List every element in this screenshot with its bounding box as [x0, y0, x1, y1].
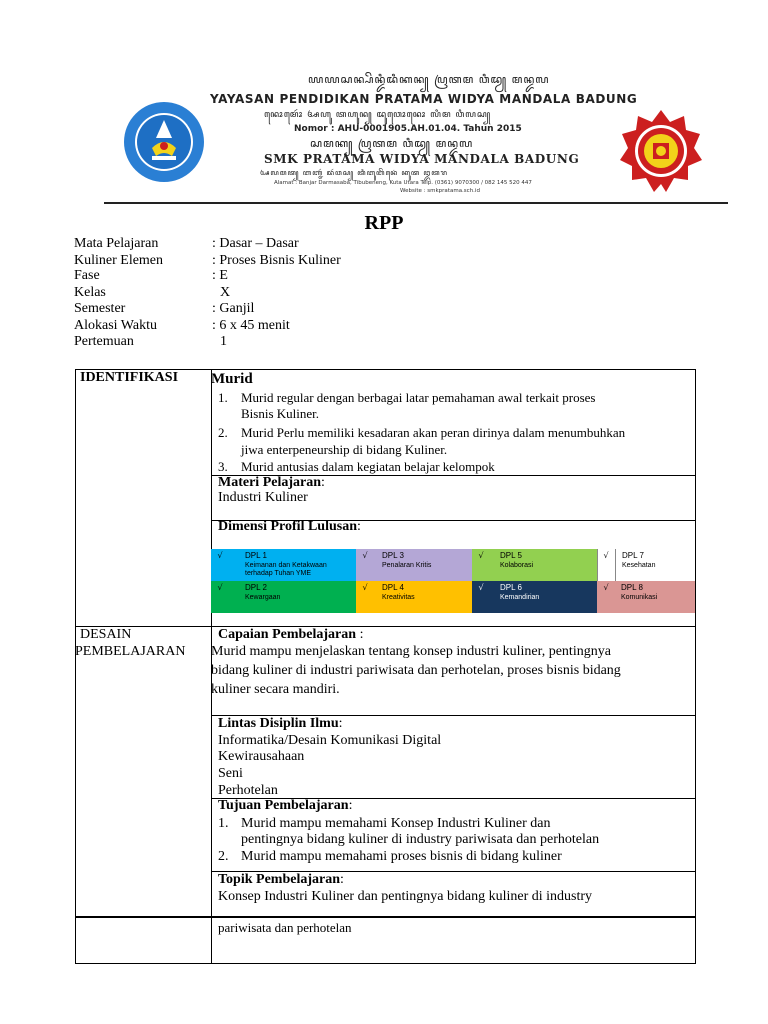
lintas-item: Informatika/Desain Komunikasi Digital [218, 733, 442, 748]
letterhead-javanese-address: ꦄꦭꦩꦠ꧀ ꦧꦚ꧀ꦗꦂ ꦢꦂꦮꦱ꧀ ꦠꦶꦧꦸꦧꦼꦤꦺꦁ ꦏꦸꦠ ꦈꦠꦫ [260, 169, 448, 177]
dpl-name: Penalaran Kritis [382, 562, 432, 569]
meta-value: X [220, 285, 231, 300]
dpl-check-cell [356, 581, 374, 613]
lintas-item: Perhotelan [218, 783, 278, 798]
dpl-name: Kreativitas [382, 594, 415, 601]
lintas-heading: Lintas Disiplin Ilmu: [218, 716, 343, 731]
dpl-code: DPL 7 [622, 551, 644, 560]
dpl-check-cell [472, 549, 490, 581]
dpl-name: Kemandirian [500, 594, 540, 601]
dimensi-heading-text: Dimensi Profil Lulusan [218, 519, 357, 534]
letterhead-website: Website : smkpratama.sch.id [400, 188, 480, 194]
section-label-pembelajaran: PEMBELAJARAN [75, 644, 186, 659]
dpl-code: DPL 8 [621, 583, 643, 592]
dpl-5-cell [490, 549, 597, 581]
list-item-text: Murid Perlu memiliki kesadaran akan peran dirinya dalam menumbuhkan [241, 425, 626, 440]
dpl-code: DPL 1 [245, 551, 267, 560]
dpl-code: DPL 6 [500, 583, 522, 592]
dpl-4-cell [374, 581, 472, 613]
dpl-name: Kesehatan [622, 562, 656, 569]
dpl-name: Kolaborasi [500, 562, 534, 569]
materi-heading-text: Materi Pelajaran [218, 475, 322, 490]
dpl-check-cell [356, 549, 374, 581]
tujuan-item-text: pentingnya bidang kuliner di industry pariwisata dan perhotelan [241, 832, 600, 847]
list-number: 3. [218, 459, 228, 474]
dpl-name: Kewargaan [245, 594, 281, 601]
letterhead-nomor: Nomor : AHU-0001905.AH.01.04. Tahun 2015 [294, 124, 522, 134]
lintas-item: Seni [218, 766, 243, 781]
meta-label: Semester [74, 301, 126, 316]
dpl-code: DPL 2 [245, 583, 267, 592]
list-number: 2. [218, 425, 228, 440]
dpl-check: √ [603, 551, 609, 560]
tujuan-item-text: Murid mampu memahami Konsep Industri Kuliner dan [241, 816, 551, 831]
dpl-check: √ [478, 551, 484, 560]
dpl-check-cell [211, 581, 229, 613]
dpl-check: √ [603, 583, 609, 592]
list-number: 1. [218, 816, 229, 831]
lintas-item: Kewirausahaan [218, 749, 305, 764]
dpl-code: DPL 3 [382, 551, 404, 560]
topik-heading-text: Topik Pembelajaran [218, 872, 340, 887]
section-label-identifikasi: IDENTIFIKASI [80, 370, 179, 385]
dpl-check: √ [362, 551, 368, 560]
dpl-grid [211, 549, 696, 613]
dpl-check-cell [597, 581, 615, 613]
capaian-text: kuliner secara mandiri. [211, 682, 340, 697]
list-number: 1. [218, 390, 228, 405]
tujuan-item-text: Murid mampu memahami proses bisnis di bidang kuliner [241, 849, 562, 864]
murid-heading: Murid [211, 371, 253, 387]
capaian-text: bidang kuliner di industri pariwisata dan perhotelan, proses bisnis bidang [211, 663, 621, 678]
meta-value: : E [212, 268, 228, 283]
meta-value: : Proses Bisnis Kuliner [212, 253, 341, 268]
document-title: RPP [364, 212, 404, 234]
meta-label: Kuliner Elemen [74, 253, 164, 268]
topik-text: Konsep Industri Kuliner dan pentingnya bidang kuliner di industry [218, 889, 593, 904]
meta-value: : Dasar – Dasar [212, 236, 299, 251]
dpl-check: √ [217, 551, 223, 560]
meta-label: Kelas [74, 285, 106, 300]
letterhead-yayasan: YAYASAN PENDIDIKAN PRATAMA WIDYA MANDALA BADUNG [210, 92, 638, 106]
list-item-text: Murid antusias dalam kegiatan belajar kelompok [241, 459, 495, 474]
dpl-1-cell [229, 549, 356, 581]
capaian-heading: Capaian Pembelajaran : [218, 627, 364, 642]
capaian-text: Murid mampu menjelaskan tentang konsep industri kuliner, pentingnya [211, 644, 611, 659]
dpl-6-cell [490, 581, 597, 613]
dpl-check: √ [362, 583, 368, 592]
dpl-check-cell [211, 549, 229, 581]
tujuan-heading-text: Tujuan Pembelajaran [218, 798, 349, 813]
dpl-check: √ [478, 583, 484, 592]
meta-label: Mata Pelajaran [74, 236, 159, 251]
dpl-check-cell [472, 581, 490, 613]
list-item-text: jiwa enterpeneurship di bidang Kuliner. [241, 442, 448, 457]
tujuan-heading: Tujuan Pembelajaran: [218, 798, 353, 813]
dpl-check: √ [217, 583, 223, 592]
dpl-name: Komunikasi [621, 594, 658, 601]
materi-value: Industri Kuliner [218, 490, 308, 505]
dpl-name: Keimanan dan Ketakwaan terhadap Tuhan YME [245, 562, 327, 577]
meta-label: Pertemuan [74, 334, 134, 349]
capaian-heading-text: Capaian Pembelajaran [218, 627, 357, 642]
dimensi-heading: Dimensi Profil Lulusan: [218, 519, 361, 534]
dpl-code: DPL 5 [500, 551, 522, 560]
dpl-2-cell [229, 581, 356, 613]
letterhead-alamat: Alamat : Banjar Darmasaba, Tibubeneng, Kuta Utara Telp. (0361) 9070300 / 082 145 520 447 [274, 180, 532, 186]
materi-heading: Materi Pelajaran: [218, 475, 325, 490]
letterhead-javanese-smk: ꦱꦩꦏ꧀ ꦥꦿꦠꦩ ꦮꦶꦢꦾ ꦩꦤ꧀ꦢꦭ [310, 137, 474, 150]
meta-label: Alokasi Waktu [74, 318, 157, 333]
letterhead-javanese-mid: ꦤꦺꦴꦩꦺꦴꦂ ꦄꦲꦸ ꦠꦲꦸꦤ꧀ ꦢꦸꦮꦺꦴꦤꦺꦴ ꦭꦶꦩ ꦮꦶꦭꦱ꧀ [264, 110, 492, 120]
meta-value: : 6 x 45 menit [212, 318, 290, 333]
topik-text: pariwisata dan perhotelan [218, 920, 352, 935]
meta-value: 1 [220, 334, 227, 349]
topik-heading: Topik Pembelajaran: [218, 872, 344, 887]
dpl-3-cell [374, 549, 472, 581]
section-label-desain: DESAIN [80, 627, 132, 642]
lintas-heading-text: Lintas Disiplin Ilmu [218, 716, 339, 731]
letterhead-smk-name: SMK PRATAMA WIDYA MANDALA BADUNG [264, 152, 580, 166]
dpl-7-cell [615, 549, 695, 581]
meta-label: Fase [74, 268, 100, 283]
dpl-check-cell [597, 549, 615, 581]
list-item-text: Murid regular dengan berbagai latar pemahaman awal terkait proses [241, 390, 596, 405]
letterhead-javanese-top: ꦪꦪꦱꦤ꧀ꦥꦼꦤ꧀ꦢꦶꦢꦶꦏꦤ꧀ ꦥꦿꦠꦩ ꦮꦶꦢꦾ ꦩꦤ꧀ꦢꦭ [308, 73, 550, 86]
dpl-code: DPL 4 [382, 583, 404, 592]
list-item-text: Bisnis Kuliner. [241, 406, 320, 421]
list-number: 2. [218, 849, 229, 864]
meta-value: : Ganjil [212, 301, 255, 316]
dpl-8-cell [615, 581, 695, 613]
